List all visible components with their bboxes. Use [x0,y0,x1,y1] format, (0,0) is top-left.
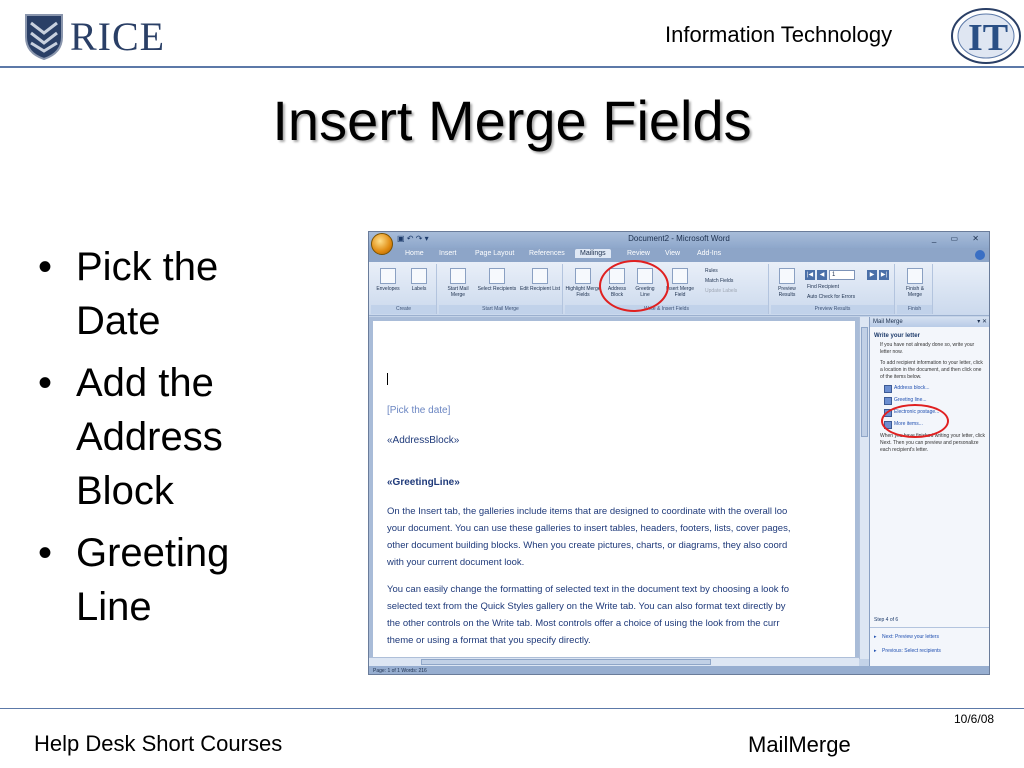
it-logo-icon [946,4,1022,66]
group-label: Write & Insert Fields [565,305,768,314]
office-button[interactable] [371,233,393,255]
merge-field-icon [672,268,688,284]
task-pane-text: To add recipient information to your letter, click a location in the document, and then click one of the items below. [880,360,983,380]
word-window [368,231,990,675]
greeting-line-button[interactable]: Greeting Line [631,268,659,298]
edit-recipient-list-button[interactable]: Edit Recipient List [519,268,561,292]
select-recipients-button[interactable]: Select Recipients [477,268,517,292]
scroll-thumb[interactable] [861,327,868,437]
document-icon [450,268,466,284]
people-icon [489,268,505,284]
ribbon [369,262,989,316]
envelopes-button[interactable]: Envelopes [373,268,403,292]
bullet-item: • Greeting Line [30,526,300,634]
preview-icon [779,268,795,284]
header-divider [0,66,1024,68]
match-fields-button[interactable]: Match Fields [705,278,734,284]
previous-step-link[interactable]: ▸ Previous: Select recipients [882,648,941,654]
group-start-mail-merge [439,264,563,314]
last-record-button[interactable]: ▶| [880,272,888,278]
highlight-icon [575,268,591,284]
first-record-button[interactable]: |◀ [806,272,814,278]
rice-wordmark: RICE [70,13,166,59]
next-step-link[interactable]: ▸ Next: Preview your letters [882,634,939,640]
tab-insert[interactable]: Insert [439,250,457,257]
bullet-item: • Add the Address Block [30,356,300,518]
bullet-item: • Pick the Date [30,240,300,348]
address-block-button[interactable]: Address Block [603,268,631,298]
task-pane-highlight-circle [881,404,949,438]
tab-home[interactable]: Home [405,250,424,257]
help-icon[interactable] [975,250,985,260]
group-label: Preview Results [771,305,894,314]
preview-results-button[interactable]: Preview Results [773,268,801,298]
tab-view[interactable]: View [665,250,681,257]
group-label: Finish [897,305,932,314]
task-pane-text: If you have not already done so, write your letter now. [880,342,975,355]
address-block-field[interactable]: «AddressBlock» [387,435,460,446]
tab-add-ins[interactable]: Add-Ins [697,250,722,257]
group-label: Start Mail Merge [439,305,562,314]
auto-check-errors-button[interactable]: Auto Check for Errors [807,294,856,300]
highlight-merge-fields-button[interactable]: Highlight Merge Fields [565,268,601,298]
svg-text:IT: IT [968,17,1009,59]
footer-date: 10/6/08 [954,712,995,726]
body-paragraph-1: On the Insert tab, the galleries include items that are designed to coordinate with the overall loo your document. You can use these galleries to insert tables, headers, footers, lists, cover pages, other document building blocks. When you create pictures, charts, or diagrams, they also coord with your current document look. [387,506,791,568]
body-paragraph-2: You can easily change the formatting of selected text in the document text by choosing a look fo selected text from the Quick Styles gallery on the Write tab. You can also format text directly by the other controls on the Write tab. Most controls offer a choice of using the look from the curr theme or using a format that you specify directly. [387,584,790,646]
document-area [369,317,859,659]
greeting-line-link[interactable]: Greeting line... [894,397,990,403]
window-controls[interactable]: _ ▭ ✕ [931,234,985,243]
finish-merge-icon [907,268,923,284]
footer-topic: MailMerge [748,732,851,757]
labels-icon [411,268,427,284]
more-items-link[interactable]: More items... [894,421,990,427]
close-icon[interactable]: ▾ ✕ [977,319,987,325]
tab-page-layout[interactable]: Page Layout [475,250,515,257]
window-title: Document2 - Microsoft Word [628,234,730,243]
scroll-thumb[interactable] [421,659,711,665]
document-page[interactable] [373,321,855,659]
group-label: Create [371,305,436,314]
mail-merge-task-pane [869,317,990,666]
record-number-input[interactable]: 1 [829,270,855,280]
group-create [371,264,437,314]
footer-divider [0,708,1024,709]
horizontal-scrollbar[interactable] [369,657,859,666]
slide-title: Insert Merge Fields [272,89,752,152]
tab-review[interactable]: Review [627,250,650,257]
insert-merge-field-button[interactable]: Insert Merge Field [661,268,699,298]
address-block-link[interactable]: Address block... [894,385,990,391]
department-label: Information Technology [665,22,893,47]
ribbon-tabs [369,248,989,262]
address-greeting-highlight-circle [599,260,669,312]
tab-references[interactable]: References [529,250,565,257]
footer-course-name: Help Desk Short Courses [34,731,283,756]
find-recipient-button[interactable]: Find Recipient [807,284,839,290]
divider [870,627,990,628]
group-finish [897,264,933,314]
previous-record-button[interactable]: ◀ [817,270,827,280]
task-pane-heading: Write your letter [874,333,920,339]
task-pane-title: Mail Merge [873,319,903,325]
rules-button[interactable]: Rules [705,268,718,274]
step-indicator: Step 4 of 6 [874,617,899,623]
update-labels-button: Update Labels [705,288,738,294]
status-bar: Page: 1 of 1 Words: 216 [369,666,989,675]
next-record-button[interactable]: ▶ [867,270,877,280]
envelope-icon [380,268,396,284]
rice-logo [22,10,172,62]
date-content-control[interactable]: [Pick the date] [387,405,451,416]
rice-shield-icon [22,11,66,61]
greeting-line-field[interactable]: «GreetingLine» [387,477,460,488]
vertical-scrollbar[interactable] [859,317,869,659]
electronic-postage-link[interactable]: Electronic postage... [894,409,990,415]
start-mail-merge-button[interactable]: Start Mail Merge [441,268,475,298]
task-pane-text: When you have finished writing your letter, click Next. Then you can preview and personalize each recipient's letter. [880,433,986,453]
labels-button[interactable]: Labels [405,268,433,292]
quick-access-toolbar[interactable]: ▣ ↶ ↷ ▾ [397,234,429,243]
bullet-list [30,240,300,634]
word-titlebar [369,232,989,248]
finish-merge-button[interactable]: Finish & Merge [899,268,931,298]
tab-mailings[interactable]: Mailings [575,249,611,258]
list-edit-icon [532,268,548,284]
task-pane-header [870,317,990,327]
group-preview-results [771,264,895,314]
text-cursor [387,373,388,385]
